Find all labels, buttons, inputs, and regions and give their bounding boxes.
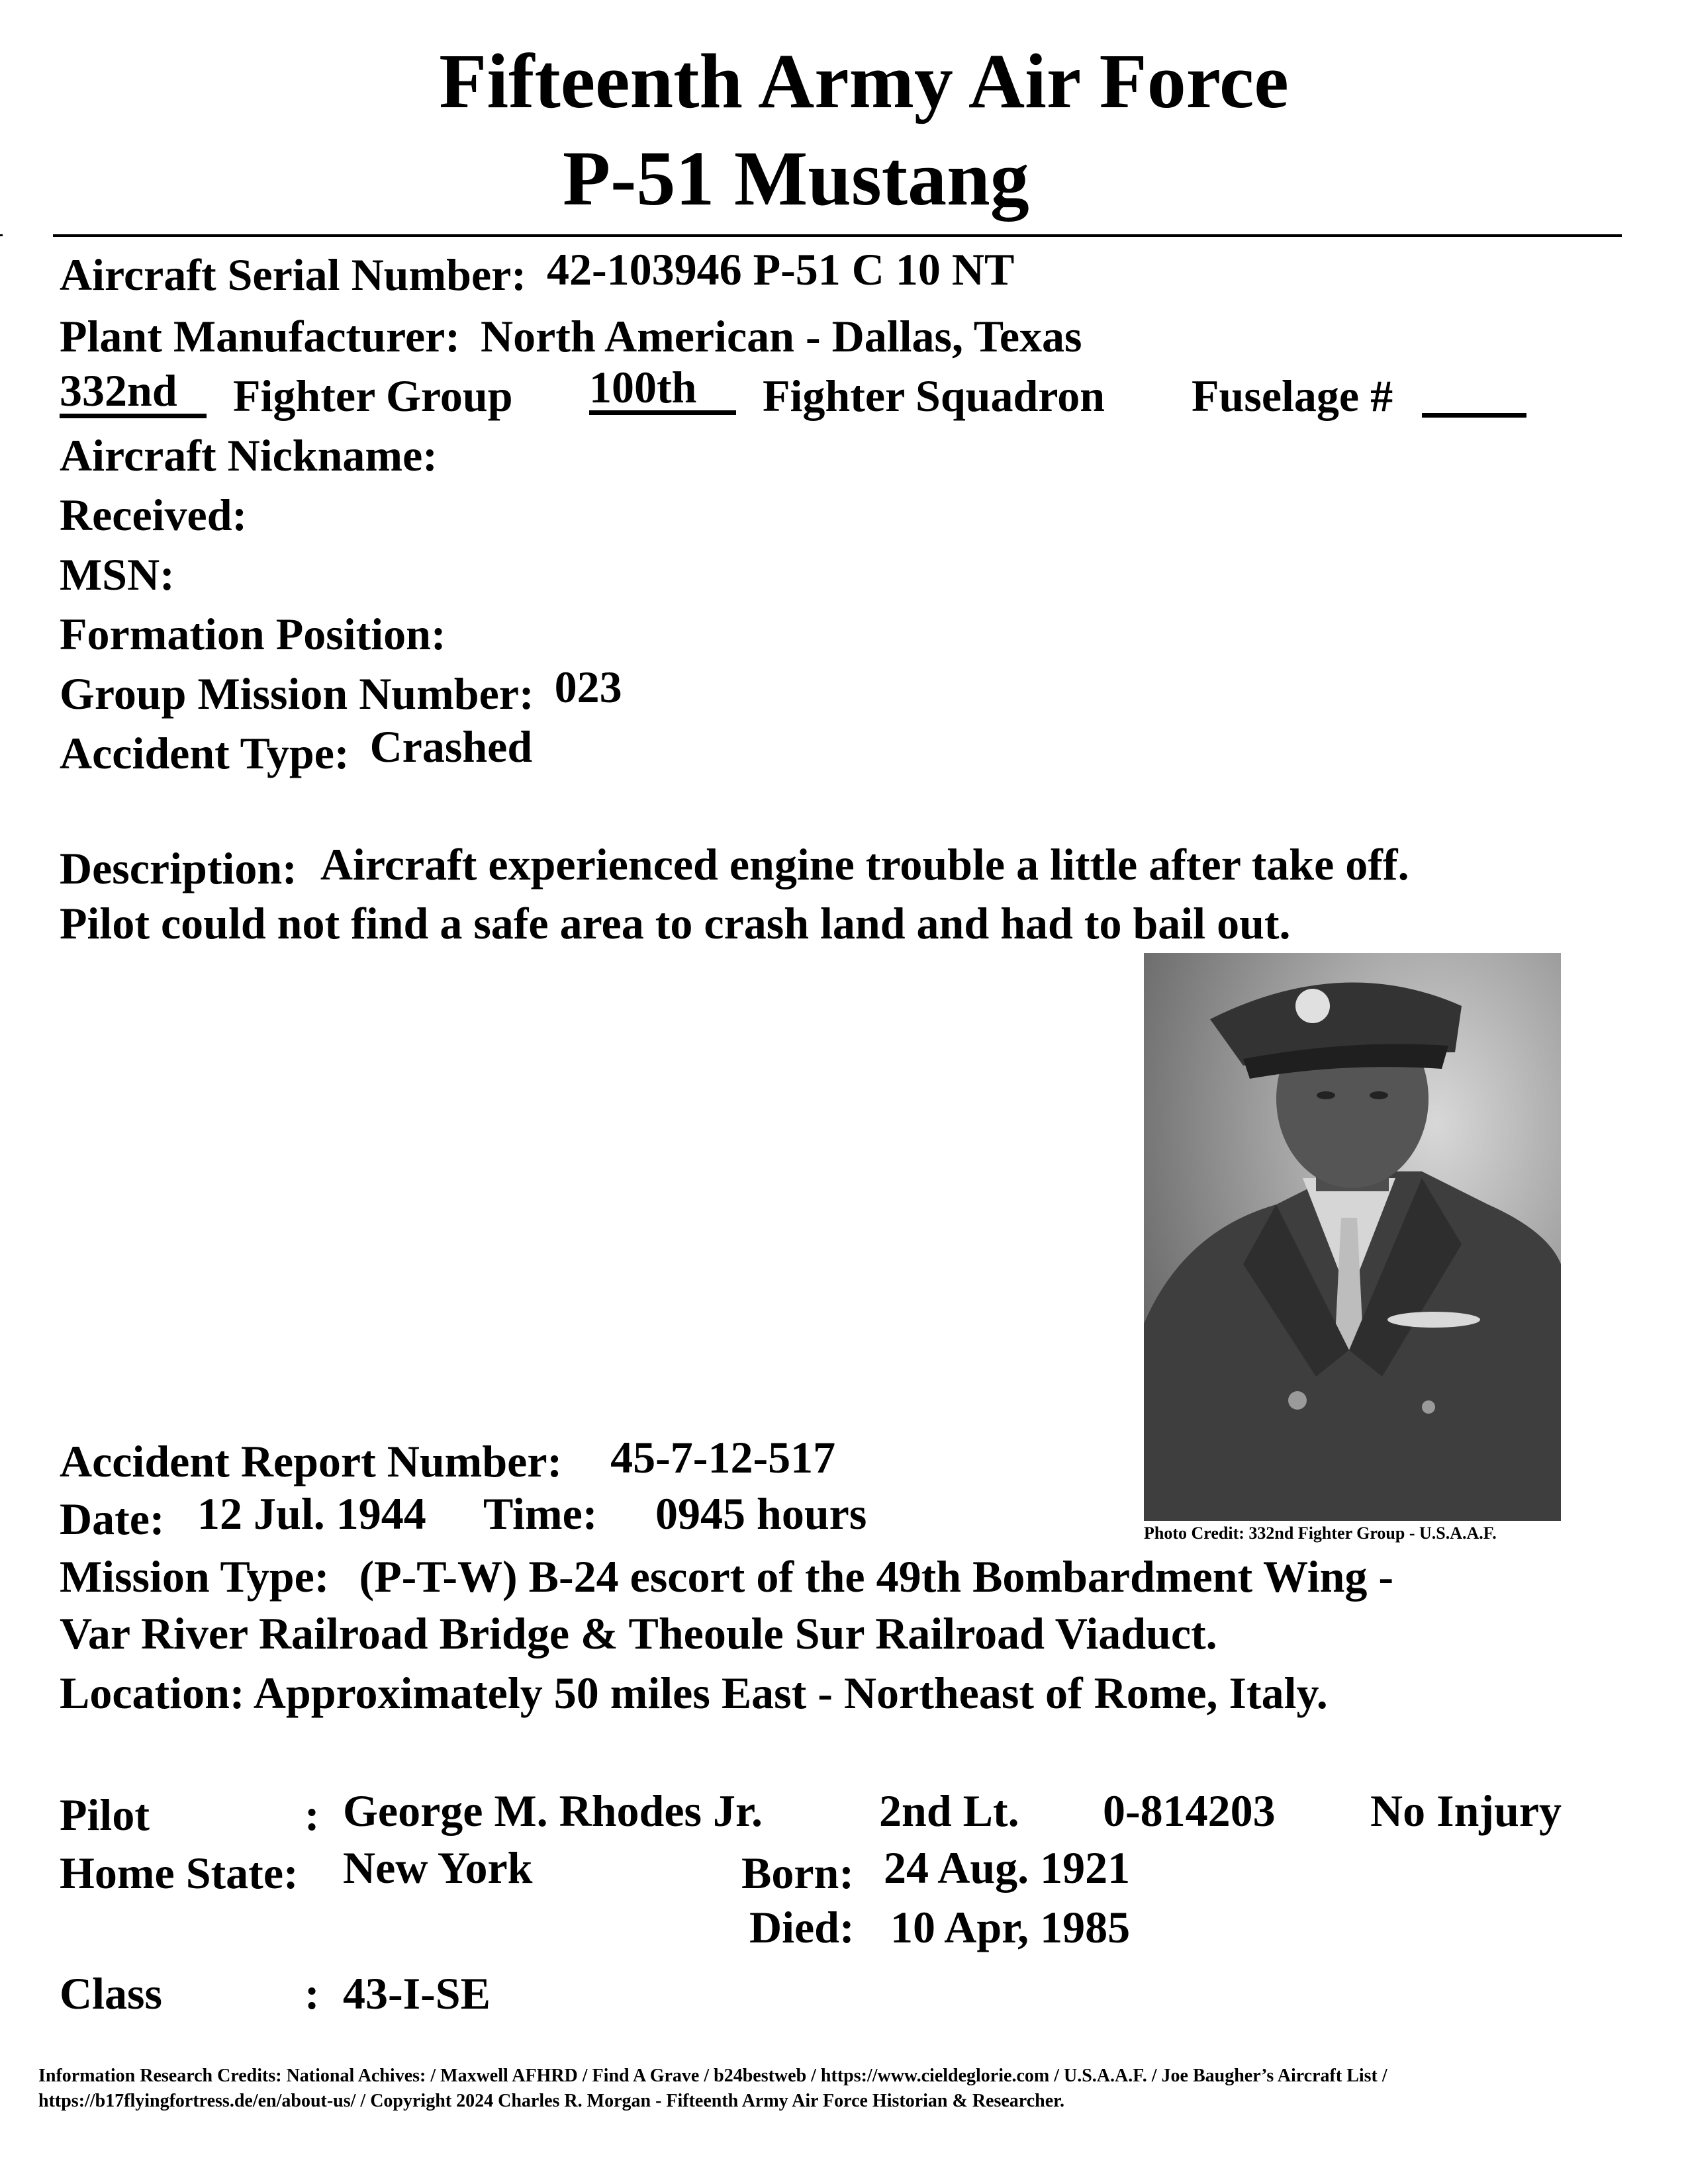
accident-report-row <box>60 1432 836 1488</box>
home-state-label: Home State: <box>60 1848 299 1898</box>
serial-number-label: Aircraft Serial Number: <box>60 250 526 300</box>
date-label: Date: <box>60 1494 165 1544</box>
fuselage-value <box>1422 367 1526 418</box>
photo-credit: Photo Credit: 332nd Fighter Group - U.S.A.A.F. <box>1144 1524 1497 1543</box>
pilot-rank: 2nd Lt. <box>879 1786 1019 1836</box>
born-label: Born: <box>741 1848 854 1898</box>
description-row <box>60 839 1409 895</box>
unit-row <box>60 362 1648 424</box>
died-value: 10 Apr, 1985 <box>890 1902 1131 1952</box>
description-line-1: Aircraft experienced engine trouble a little after take off. <box>320 839 1409 889</box>
died-label: Died: <box>749 1902 855 1952</box>
manufacturer-value: North American - Dallas, Texas <box>480 311 1082 361</box>
page-subtitle: P-51 Mustang <box>563 135 1029 222</box>
footer-credits-line-1: Information Research Credits: National Achives: / Maxwell AFHRD / Find A Grave / b24bestweb / https://www.cieldeglorie.com / U.S.A.A.F. / Joe Baugher’s Aircraft List / <box>38 2066 1387 2086</box>
accident-type-value: Crashed <box>369 721 533 772</box>
location-value: Approximately 50 miles East - Northeast of Rome, Italy. <box>253 1668 1328 1718</box>
pilot-serial: 0-814203 <box>1103 1786 1276 1836</box>
class-value: 43-I-SE <box>343 1968 491 2019</box>
mission-type-label: Mission Type: <box>60 1551 330 1602</box>
time-label: Time: <box>483 1488 598 1539</box>
class-row <box>60 1967 854 2020</box>
description-label: Description: <box>60 843 297 893</box>
pilot-row <box>60 1788 1648 1841</box>
pilot-status: No Injury <box>1370 1786 1562 1836</box>
pilot-label: Pilot <box>60 1790 150 1840</box>
nickname-row <box>60 429 438 482</box>
serial-number-value: 42-103946 P-51 C 10 NT <box>546 244 1015 295</box>
date-time-row <box>60 1488 920 1545</box>
manufacturer-row <box>60 310 1082 363</box>
died-row <box>60 1901 1648 1954</box>
group-mission-value: 023 <box>554 662 622 712</box>
accident-report-value: 45-7-12-517 <box>610 1432 836 1482</box>
fighter-group-value: 332nd <box>60 367 207 418</box>
fighter-group-label: Fighter Group <box>233 371 513 421</box>
nickname-label: Aircraft Nickname: <box>60 430 438 480</box>
home-state-row <box>60 1843 1648 1899</box>
mission-type-row <box>60 1550 1393 1603</box>
formation-position-label: Formation Position: <box>60 609 446 659</box>
fuselage-label: Fuselage # <box>1192 371 1393 421</box>
class-label: Class <box>60 1968 162 2019</box>
accident-type-row <box>60 721 533 780</box>
location-row <box>60 1666 1328 1719</box>
msn-label: MSN: <box>60 549 175 600</box>
pilot-photo <box>1144 953 1561 1521</box>
group-mission-label: Group Mission Number: <box>60 668 534 719</box>
class-colon: : <box>305 1968 320 2019</box>
accident-report-label: Accident Report Number: <box>60 1436 563 1486</box>
page-title: Fifteenth Army Air Force <box>439 38 1289 124</box>
received-label: Received: <box>60 490 248 540</box>
description-line-2: Pilot could not find a safe area to crash land and had to bail out. <box>60 898 1291 948</box>
serial-number-row <box>60 244 1015 301</box>
date-value: 12 Jul. 1944 <box>197 1488 426 1539</box>
manufacturer-label: Plant Manufacturer: <box>60 311 460 361</box>
born-value: 24 Aug. 1921 <box>884 1843 1131 1893</box>
time-value: 0945 hours <box>655 1488 867 1539</box>
msn-row <box>60 548 175 601</box>
mission-type-line-1: (P-T-W) B-24 escort of the 49th Bombardment Wing - <box>359 1551 1394 1602</box>
header-divider <box>53 234 1622 237</box>
pilot-colon: : <box>305 1790 320 1840</box>
location-label: Location: <box>60 1668 245 1718</box>
home-state-value: New York <box>343 1843 533 1893</box>
group-mission-row <box>60 662 622 720</box>
footer-credits-line-2: https://b17flyingfortress.de/en/about-us/ / Copyright 2024 Charles R. Morgan - Fifteenth Army Air Force Historian & Researcher. <box>38 2091 1064 2111</box>
mission-type-line-2: Var River Railroad Bridge & Theoule Sur Railroad Viaduct. <box>60 1608 1217 1659</box>
fighter-squadron-value: 100th <box>589 364 736 415</box>
fighter-squadron-label: Fighter Squadron <box>763 371 1105 421</box>
received-row <box>60 488 247 541</box>
accident-type-label: Accident Type: <box>60 728 350 778</box>
margin-tick <box>0 234 3 236</box>
pilot-portrait-icon <box>1144 953 1561 1521</box>
pilot-name: George M. Rhodes Jr. <box>343 1786 763 1836</box>
formation-position-row <box>60 608 446 660</box>
